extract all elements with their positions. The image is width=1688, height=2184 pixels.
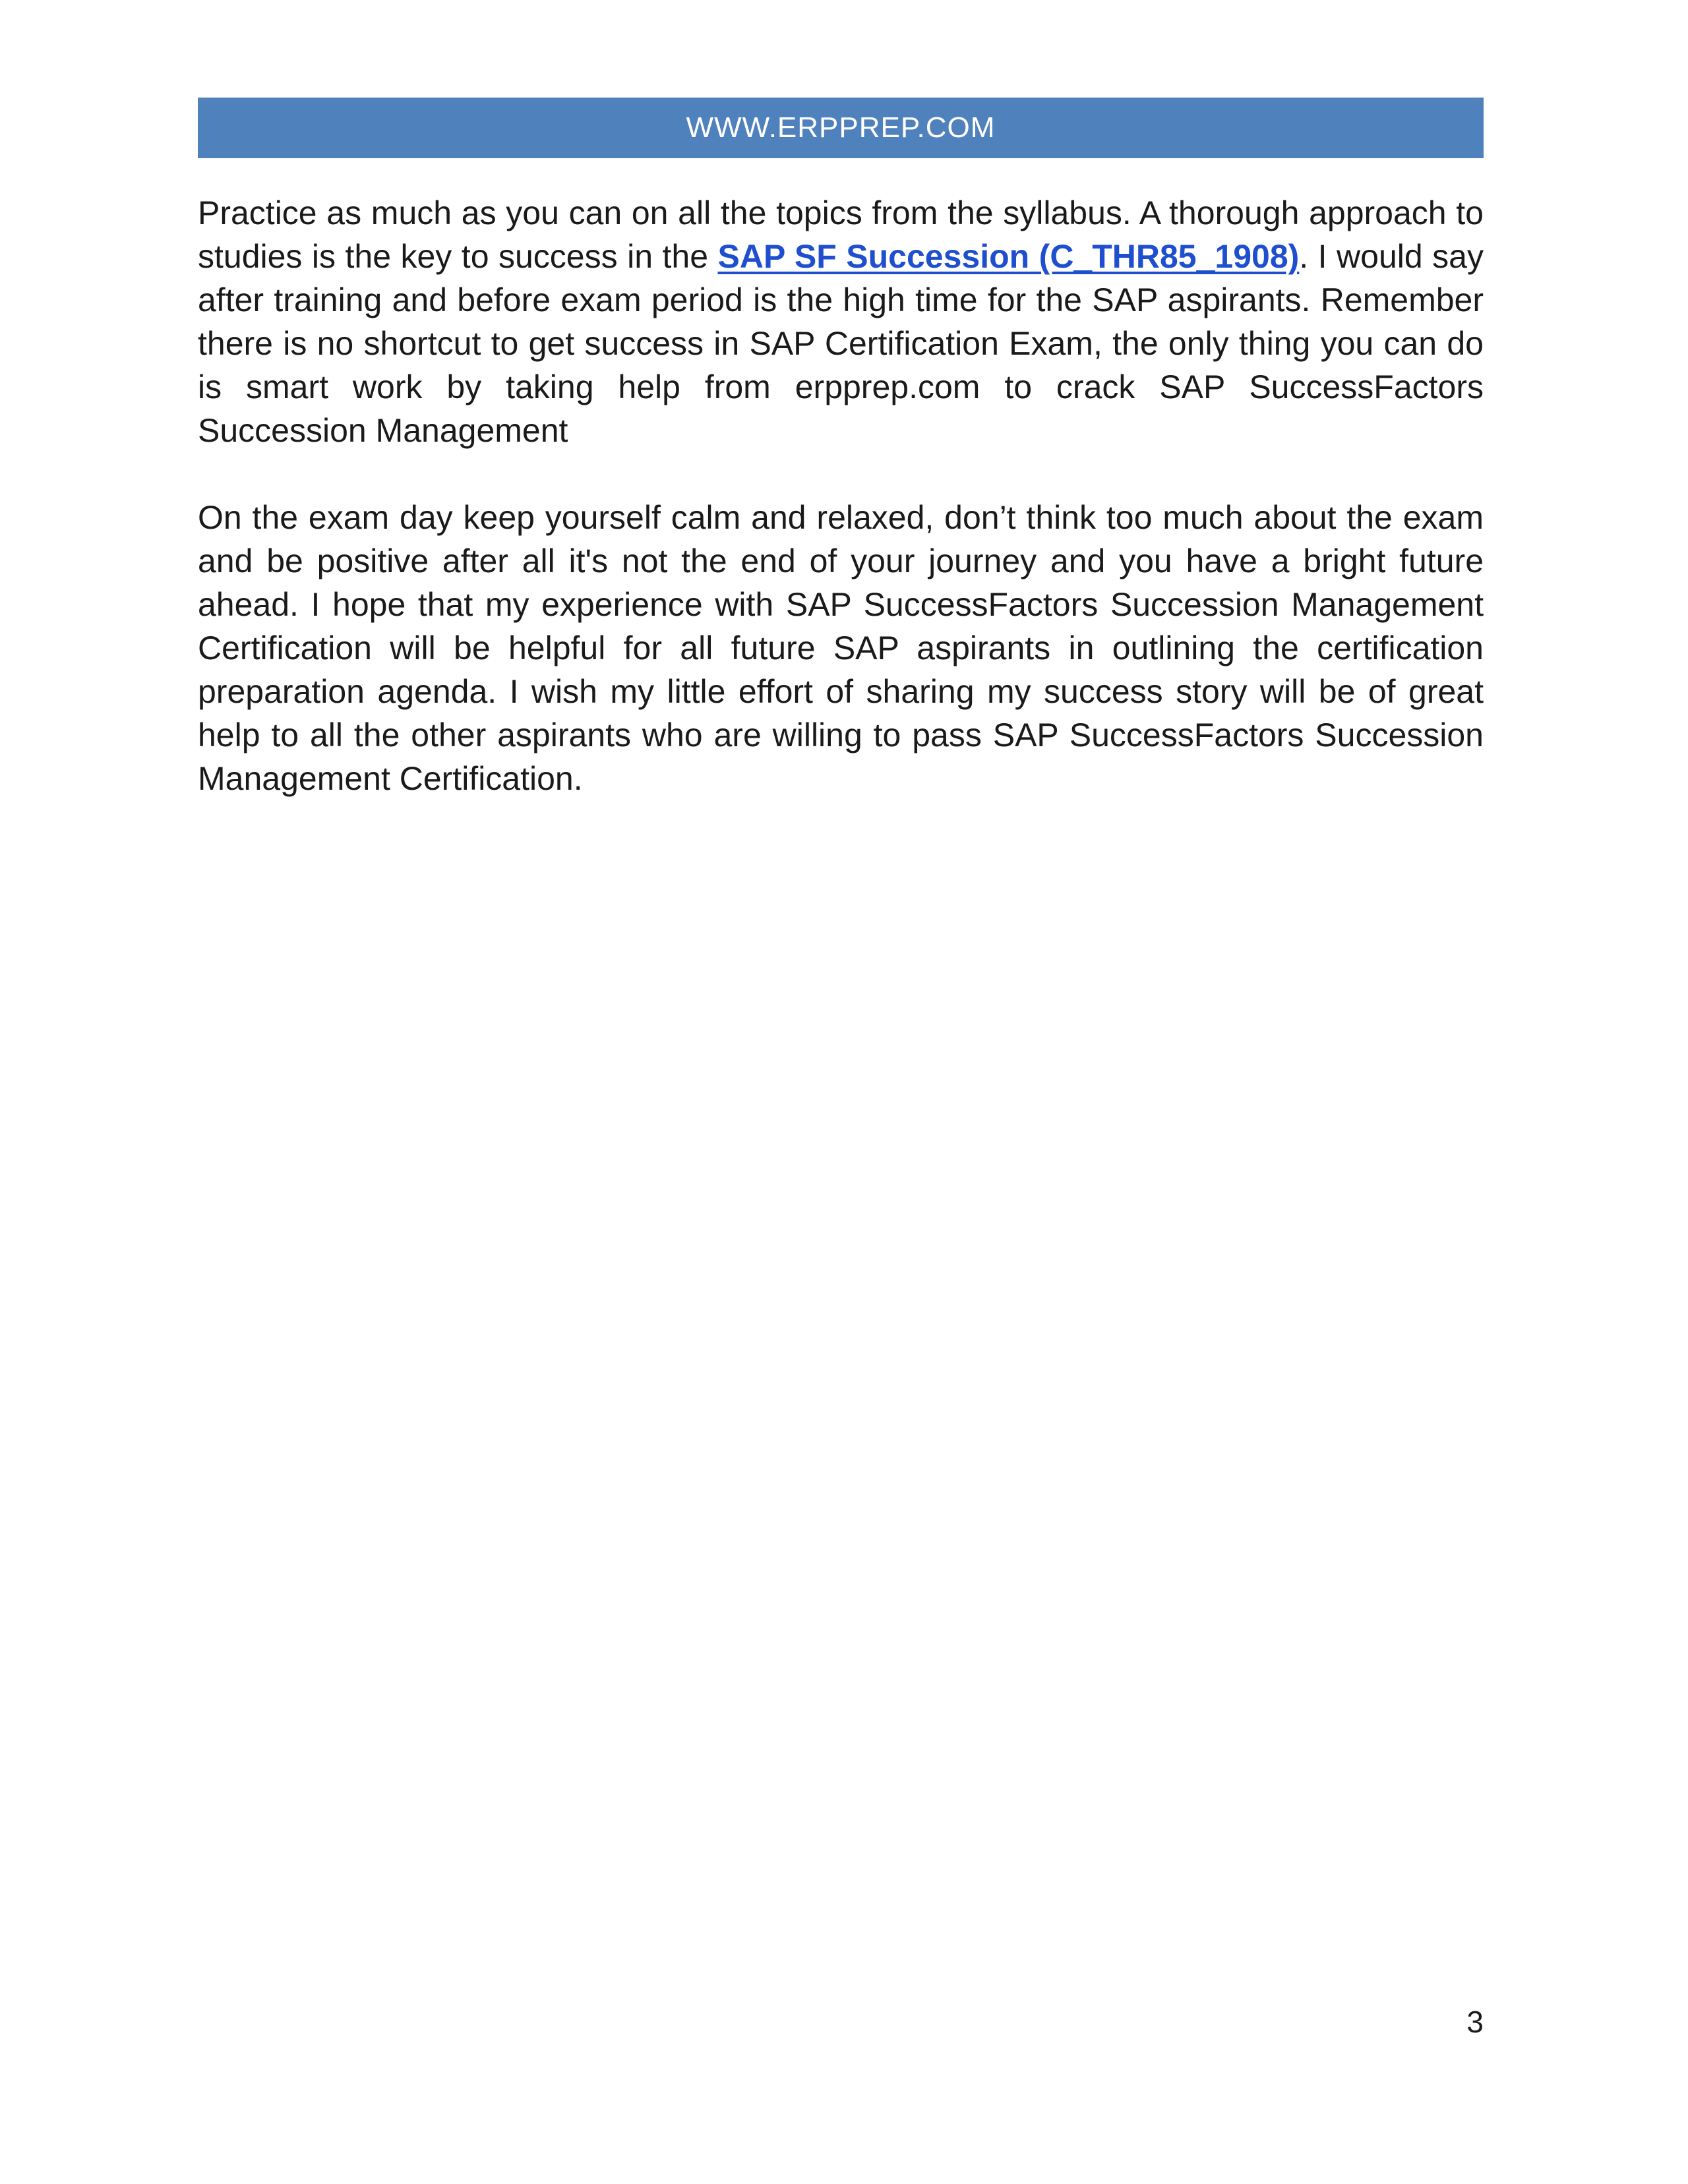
paragraph-1-rest: . I would say after training and before exam period is the high time for the SAP aspirants. Remember there is no shortcut to get success in SAP Certification Exam, the only thing you can do is smart work by taking help from erpprep.com to crack SAP SuccessFactors Succession Management <box>198 238 1484 449</box>
header-title: WWW.ERPPREP.COM <box>686 111 996 144</box>
document-body <box>198 191 1484 800</box>
paragraph-1-intro: Practice as much as you can on all the topics from the syllabus. A thorough approach to studies is the key to success in the <box>198 194 1484 275</box>
paragraph-spacer <box>198 452 1484 496</box>
page-number: 3 <box>1466 2005 1484 2039</box>
paragraph-2: On the exam day keep yourself calm and relaxed, don’t think too much about the exam and be positive after all it's not the end of your journey and you have a bright future ahead. I hope that my experience with SAP SuccessFactors Succession Management Certification will be helpful for all future SAP aspirants in outlining the certification preparation agenda. I wish my little effort of sharing my success story will be of great help to all the other aspirants who are willing to pass SAP SuccessFactors Succession Management Certification. <box>198 499 1484 797</box>
header-bar <box>198 98 1484 158</box>
exam-link[interactable]: SAP SF Succession (C_THR85_1908) <box>717 238 1300 275</box>
paragraph-1 <box>198 191 1484 452</box>
